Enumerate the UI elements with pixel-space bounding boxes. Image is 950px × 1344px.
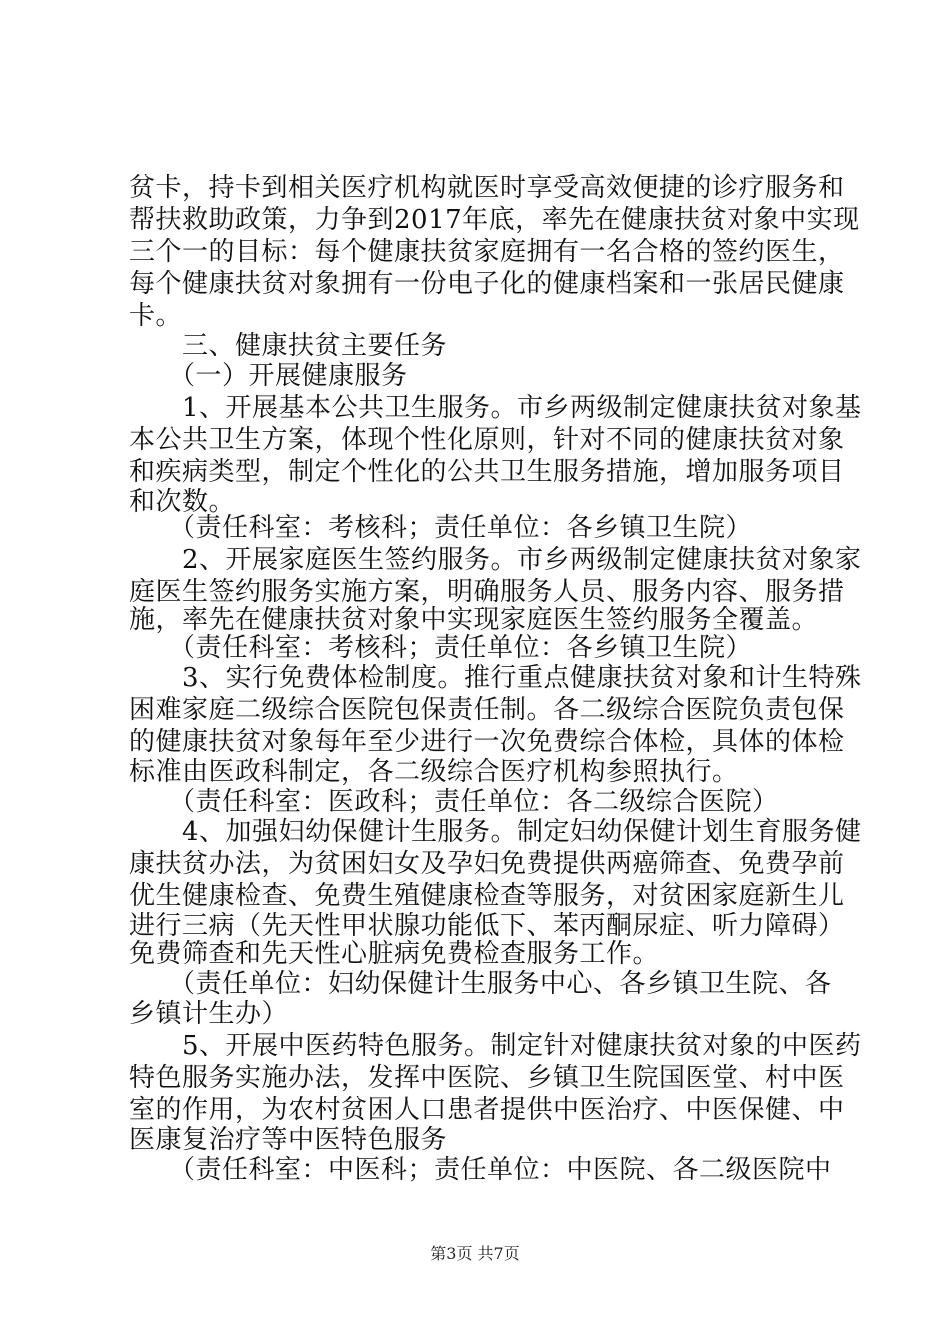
text-line: 庭医生签约服务实施方案，明确服务人员、服务内容、服务措 xyxy=(129,577,845,607)
text-line: 每个健康扶贫对象拥有一份电子化的健康档案和一张居民健康 xyxy=(129,269,845,299)
text-line: 本公共卫生方案，体现个性化原则，针对不同的健康扶贫对象 xyxy=(129,425,845,455)
text-line: 的健康扶贫对象每年至少进行一次免费综合体检，具体的体检 xyxy=(129,727,845,757)
text-line: 标准由医政科制定，各二级综合医疗机构参照执行。 xyxy=(129,757,739,787)
responsibility-note: （责任科室：考核科；责任单位：各乡镇卫生院） xyxy=(129,513,753,543)
text-line: 卡。 xyxy=(129,301,183,331)
responsibility-note: （责任科室：中医科；责任单位：中医院、各二级医院中 xyxy=(129,1155,832,1185)
text-line: 三个一的目标：每个健康扶贫家庭拥有一名合格的签约医生， xyxy=(129,237,845,267)
subsection-heading: （一）开展健康服务 xyxy=(129,361,408,391)
text-line: 康扶贫办法，为贫困妇女及孕妇免费提供两癌筛查、免费孕前 xyxy=(129,849,845,879)
text-line: 5、开展中医药特色服务。制定针对健康扶贫对象的中医药 xyxy=(129,1031,862,1061)
responsibility-note: （责任科室：考核科；责任单位：各乡镇卫生院） xyxy=(129,633,753,663)
text-line: 室的作用，为农村贫困人口患者提供中医治疗、中医保健、中 xyxy=(129,1095,845,1125)
text-line: 3、实行免费体检制度。推行重点健康扶贫对象和计生特殊 xyxy=(129,663,862,693)
text-line: 进行三病（先天性甲状腺功能低下、苯丙酮尿症、听力障碍） xyxy=(129,911,845,941)
text-line: 1、开展基本公共卫生服务。市乡两级制定健康扶贫对象基 xyxy=(129,393,862,423)
text-line: 免费筛查和先天性心脏病免费检查服务工作。 xyxy=(129,939,660,969)
section-heading: 三、健康扶贫主要任务 xyxy=(129,331,448,361)
text-line: 优生健康检查、免费生殖健康检查等服务，对贫困家庭新生儿 xyxy=(129,881,845,911)
responsibility-note: 乡镇计生办） xyxy=(129,999,289,1029)
text-line: 和次数。 xyxy=(129,487,236,517)
text-line: 贫卡，持卡到相关医疗机构就医时享受高效便捷的诊疗服务和 xyxy=(129,173,845,203)
text-line: 2、开展家庭医生签约服务。市乡两级制定健康扶贫对象家 xyxy=(129,545,862,575)
text-line: 和疾病类型，制定个性化的公共卫生服务措施，增加服务项目 xyxy=(129,457,845,487)
responsibility-note: （责任单位：妇幼保健计生服务中心、各乡镇卫生院、各 xyxy=(129,969,832,999)
text-line: 帮扶救助政策，力争到2017年底，率先在健康扶贫对象中实现 xyxy=(129,205,860,235)
page-footer: 第3页 共7页 xyxy=(430,1244,520,1263)
text-line: 医康复治疗等中医特色服务 xyxy=(129,1125,448,1155)
text-line: 特色服务实施办法，发挥中医院、乡镇卫生院国医堂、村中医 xyxy=(129,1063,845,1093)
text-line: 困难家庭二级综合医院包保责任制。各二级综合医院负责包保 xyxy=(129,695,845,725)
text-line: 施，率先在健康扶贫对象中实现家庭医生签约服务全覆盖。 xyxy=(129,605,819,635)
text-line: 4、加强妇幼保健计生服务。制定妇幼保健计划生育服务健 xyxy=(129,817,862,847)
responsibility-note: （责任科室：医政科；责任单位：各二级综合医院） xyxy=(129,787,779,817)
